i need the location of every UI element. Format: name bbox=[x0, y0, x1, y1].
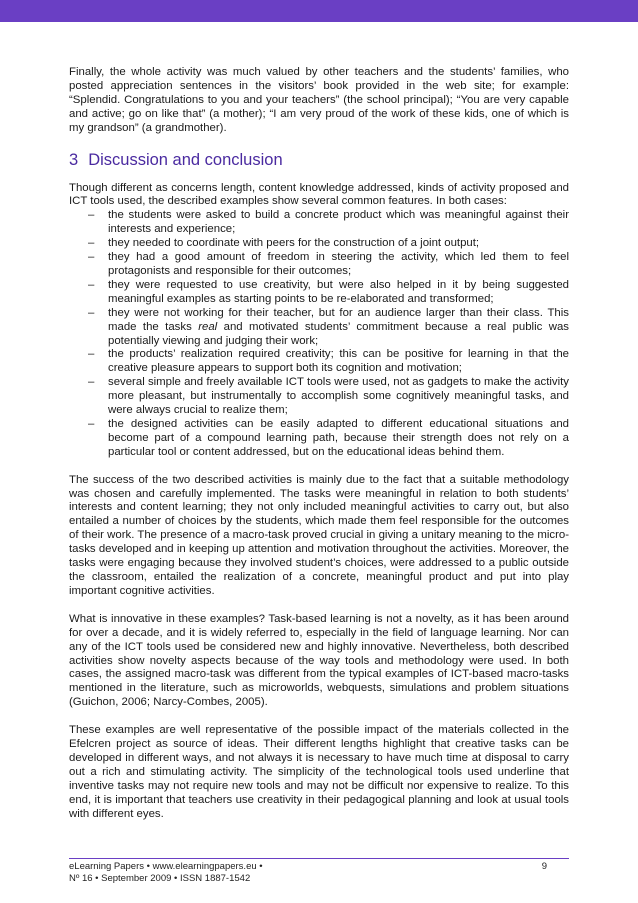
paragraph-success: The success of the two described activities is mainly due to the fact that a suitable methodology was chosen and carefully implemented. The tasks were meaningful in relation to both students’ interests and content learning; they not only included meaningful activities to carry out, but also entailed a number of choices by the students, which made them feel responsible for the outcomes of their work. The presence of a macro-task proved crucial in giving a unitary meaning to the micro-tasks developed and in keeping up attention and motivation throughout the activities. Moreover, the tasks were engaging because they involved student’s choices, were addressed to a public outside the classroom, entailed the realization of a concrete, meaningful product and put into play important cognitive activities. bbox=[69, 473, 569, 597]
section-title: Discussion and conclusion bbox=[88, 150, 283, 169]
page-number: 9 bbox=[541, 861, 547, 872]
emphasis-real: real bbox=[198, 320, 218, 333]
footer-rule bbox=[69, 858, 569, 859]
list-item: – they were requested to use creativity, but were also helped in it by being suggested meaningful examples as starting points to be re-elaborated and transformed; bbox=[88, 278, 569, 305]
paragraph-representative: These examples are well representative of the possible impact of the materials collected in the Efelcren project as source of ideas. Their different lengths highlight that creative tasks can be developed in different ways, and not always it is necessary to have much time at disposal to carry out a rich and stimulating activity. The simplicity of the technological tools used underline that inventive tasks may not require new tools and may not be difficult nor expensive to realize. To this end, it is important that teachers use creativity in their pedagogical planning and look at usual tools with different eyes. bbox=[69, 724, 569, 820]
list-item: – several simple and freely available ICT tools were used, not as gadgets to make the activity more pleasant, but instrumentally to accomplish some cognitively meaningful tasks, and were always crucial to realize them; bbox=[88, 376, 569, 417]
dash-marker: – bbox=[88, 417, 95, 430]
page-body bbox=[69, 66, 569, 836]
section-number: 3 bbox=[69, 150, 79, 169]
list-item: – they had a good amount of freedom in steering the activity, which led them to feel protagonists and responsible for their outcomes; bbox=[88, 251, 569, 277]
list-item: – they were not working for their teacher, but for an audience larger than their class. This made the tasks real and motivated students’ commitment because a real public was potentially viewing and judging their work; bbox=[88, 306, 569, 347]
list-item: – the students were asked to build a concrete product which was meaningful against their interests and experience; bbox=[88, 209, 569, 236]
dash-marker: – bbox=[88, 251, 95, 264]
paragraph-appreciation: Finally, the whole activity was much valued by other teachers and the students’ families, who posted appreciation sentences in the visitors’ book provided in the web site; for example: “Splendid. Congratulations to you and your teachers” (the school principal); “You are very capable and active; go on like that” (a mother); “I am very proud of the work of these kids, one of which is my grandson” (a grandmother). bbox=[69, 66, 569, 134]
page-footer bbox=[69, 861, 569, 885]
header-color-band bbox=[0, 0, 638, 22]
section-heading bbox=[69, 150, 569, 170]
feature-list bbox=[69, 209, 569, 459]
list-item: – the designed activities can be easily adapted to different educational situations and become part of a compound learning path, because their strength does not rely on a particular tool or content addressed, but on the educational ideas behind them. bbox=[88, 417, 569, 458]
dash-marker: – bbox=[88, 348, 95, 361]
list-item: – the products’ realization required creativity; this can be positive for learning in that the creative pleasure appears to support both its cognition and motivation; bbox=[88, 348, 569, 375]
dash-marker: – bbox=[88, 306, 95, 319]
paragraph-intro: Though different as concerns length, content knowledge addressed, kinds of activity proposed and ICT tools used, the described examples show several common features. In both cases: bbox=[69, 181, 569, 208]
list-item: – they needed to coordinate with peers for the construction of a joint output; bbox=[88, 237, 480, 250]
dash-marker: – bbox=[88, 209, 95, 222]
paragraph-innovation: What is innovative in these examples? Task-based learning is not a novelty, as it has been around for over a decade, and it is widely referred to, especially in the field of language learning. Nor can any of the ICT tools used be considered new and highly innovative. Nevertheless, both described activities show novelty aspects because of the way tools and methodology were used. In both cases, the assigned macro-task was different from the typical examples of ICT-based macro-tasks mentioned in the literature, such as microworlds, webquests, simulations and problem situations (Guichon, 2006; Narcy-Combes, 2005). bbox=[69, 612, 569, 709]
dash-marker: – bbox=[88, 278, 95, 291]
footer-issue-line: Nº 16 • September 2009 • ISSN 1887-1542 bbox=[69, 873, 251, 884]
footer-journal-line: eLearning Papers • www.elearningpapers.eu • bbox=[69, 861, 263, 872]
dash-marker: – bbox=[88, 237, 95, 250]
dash-marker: – bbox=[88, 376, 95, 389]
